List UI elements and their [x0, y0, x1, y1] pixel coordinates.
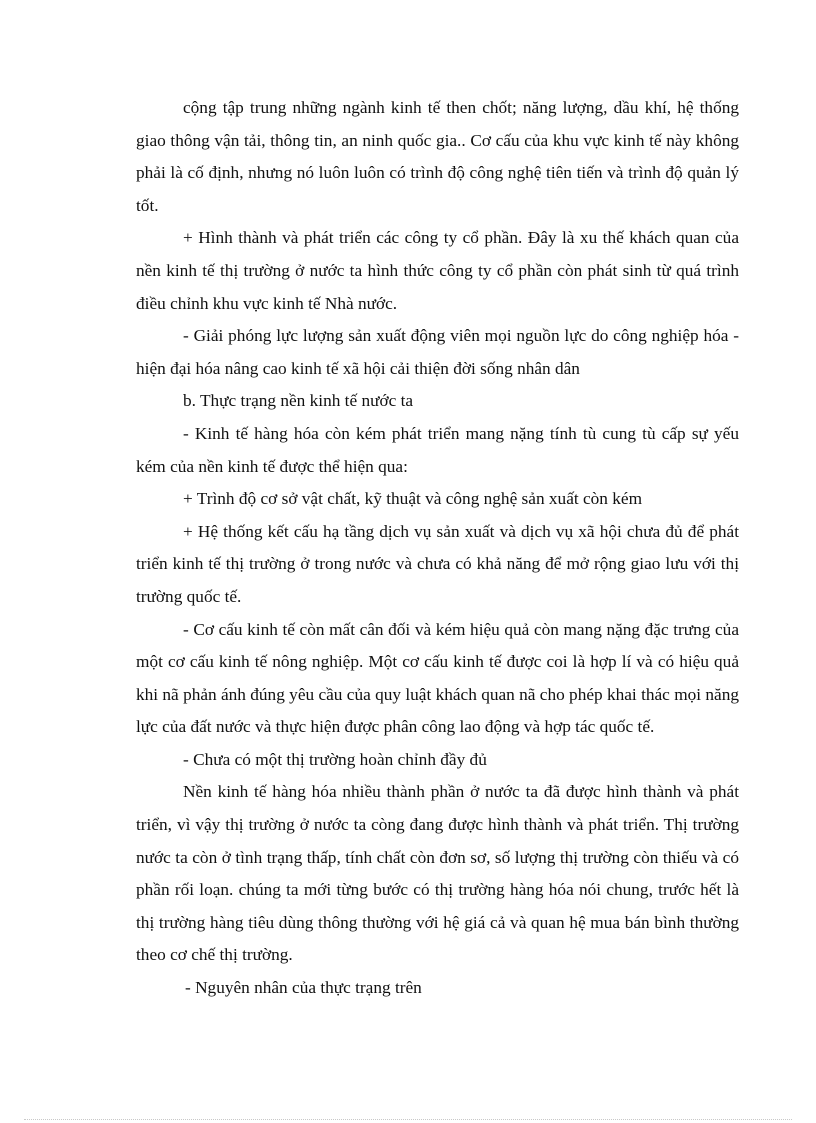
paragraph-economic-structure: - Cơ cấu kinh tế còn mất cân đối và kém hiệu quả còn mang nặng đặc trưng của một cơ cấu kinh tế nông nghiệp. Một cơ cấu kinh tế được coi là hợp lí và có hiệu quả khi nã phản ánh đúng yêu cầu của quy luật khách quan nã cho phép khai thác mọi năng lực của đất nước và thực hiện được phân công lao động và hợp tác quốc tế. — [136, 619, 739, 737]
paragraph-joint-stock-companies: + Hình thành và phát triển các công ty cổ phần. Đây là xu thế khách quan của nền kinh tế thị trường ở nước ta hình thức công ty cổ phần còn phát sinh từ quá trình điều chỉnh khu vực kinh tế Nhà nước. — [136, 228, 739, 313]
paragraph-causes-heading: - Nguyên nhân của thực trạng trên — [185, 978, 422, 998]
section-heading-current-state: b. Thực trạng nền kinh tế nước ta — [183, 391, 414, 411]
paragraph-infrastructure-system: + Hệ thống kết cấu hạ tầng dịch vụ sản xuất và dịch vụ xã hội chưa đủ để phát triển kinh tế thị trường ở trong nước và chưa có khả năng để mở rộng giao lưu với thị trường quốc tế. — [136, 521, 739, 606]
paragraph-sectors-continuation: cộng tập trung những ngành kinh tế then chốt; năng lượng, dầu khí, hệ thống giao thông vận tải, thông tin, an ninh quốc gia.. Cơ cấu của khu vực kinh tế này không phải là cố định, nhưng nó luôn luôn có trình độ công nghệ tiên tiến và trình độ quản lý tốt. — [136, 98, 739, 215]
paragraph-market-incomplete: - Chưa có một thị trường hoàn chỉnh đầy đủ — [183, 749, 487, 769]
document-body — [136, 92, 739, 1005]
paragraph-commodity-economy: - Kinh tế hàng hóa còn kém phát triển mang nặng tính tù cung tù cấp sự yếu kém của nền kinh tế được thể hiện qua: — [136, 423, 739, 476]
paragraph-multi-sector-economy: Nền kinh tế hàng hóa nhiều thành phần ở nước ta đã được hình thành và phát triển, vì vậy thị trường ở nước ta còng đang được hình thành và phát triển. Thị trường nước ta còn ở tình trạng thấp, tính chất còn đơn sơ, số lượng thị trường còn thiếu và có phần rối loạn. chúng ta mới từng bước có thị trường hàng hóa nói chung, trước hết là thị trường hàng tiêu dùng thông thường với hệ giá cả và quan hệ mua bán bình thường theo cơ chế thị trường. — [136, 782, 739, 965]
page-bottom-rule — [24, 1119, 792, 1120]
paragraph-liberate-production: - Giải phóng lực lượng sản xuất động viên mọi nguồn lực do công nghiệp hóa - hiện đại hóa nâng cao kinh tế xã hội cải thiện đời sống nhân dân — [136, 326, 739, 378]
paragraph-infrastructure-level: + Trình độ cơ sở vật chất, kỹ thuật và công nghệ sản xuất còn kém — [183, 489, 643, 509]
